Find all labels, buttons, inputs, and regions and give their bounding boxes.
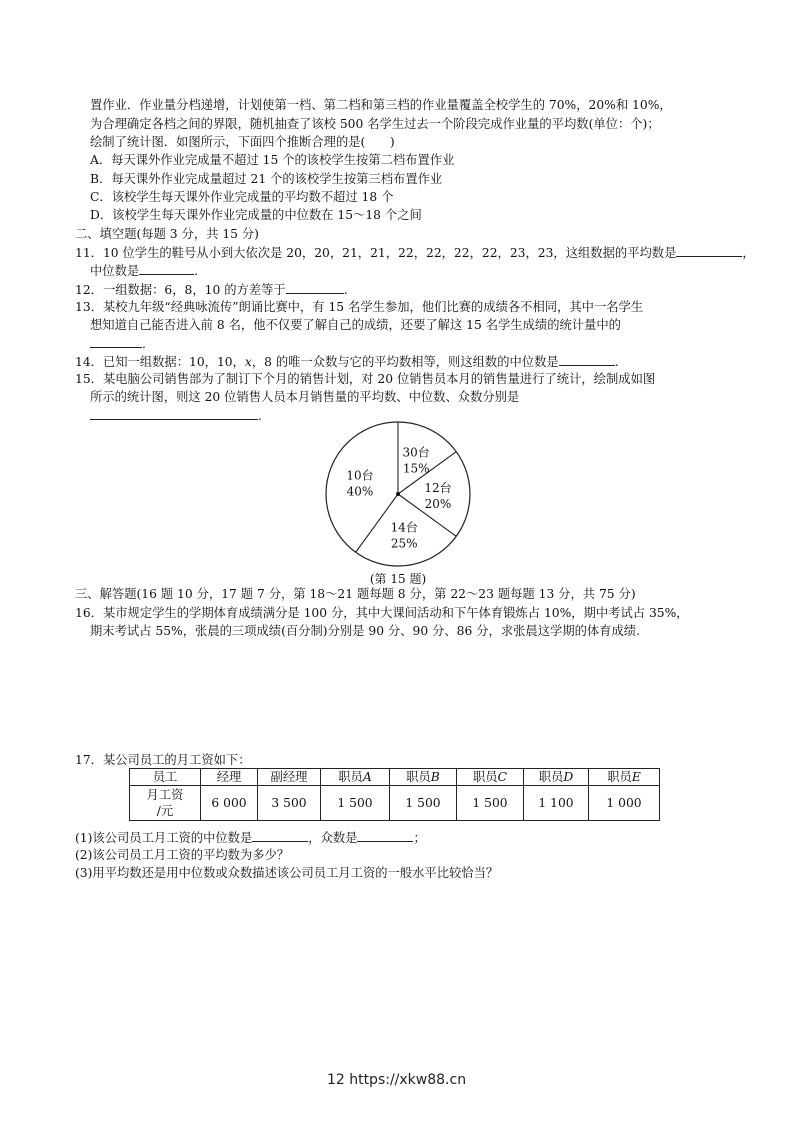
q13-line-3 — [90, 335, 146, 352]
q12-line — [75, 281, 348, 298]
q14-pre: 14．已知一组数据：10，10， — [75, 355, 245, 369]
table-cell: 职员A — [321, 769, 390, 786]
pie-slice-percent: 20% — [424, 497, 452, 511]
q11-text: 11．10 位学生的鞋号从小到大依次是 20，20，21，21，22，22，22，22，23，23，这组数据的平均数是 — [75, 246, 677, 260]
pie-slice-percent: 15% — [402, 461, 430, 476]
table-header-employee: 员工 — [130, 769, 201, 786]
table-cell: 职员B — [390, 769, 457, 786]
q17-sub-2: (2)该公司员工月工资的平均数为多少？ — [75, 848, 290, 862]
pie-center-dot — [396, 492, 400, 496]
table-cell: 1 100 — [524, 786, 589, 821]
q17-intro: 17．某公司员工的月工资如下： — [75, 753, 251, 767]
table-row — [130, 769, 660, 786]
q14-post: ，8 的唯一众数与它的平均数相等，则这组数的中位数是 — [251, 355, 559, 369]
table-cell: 职员D — [524, 769, 589, 786]
salary-table — [129, 768, 660, 821]
table-cell: 职员E — [589, 769, 660, 786]
pie-slice-percent: 40% — [346, 484, 374, 499]
q11-line-1 — [75, 244, 755, 261]
q17-sub-3: (3)用平均数还是用中位数或众数描述该公司员工月工资的一般水平比较恰当？ — [75, 866, 499, 880]
q11-mean-blank[interactable] — [676, 244, 742, 257]
table-cell: 经理 — [201, 769, 258, 786]
q10-option-a: A．每天课外作业完成量不超过 15 个的该校学生按第二档布置作业 — [90, 153, 455, 167]
q15-blank[interactable] — [90, 407, 258, 420]
table-cell: 1 500 — [457, 786, 524, 821]
q11-line-2 — [90, 262, 198, 279]
table-cell: 1 500 — [321, 786, 390, 821]
q10-option-b: B．每天课外作业完成量超过 21 个的该校学生按第三档布置作业 — [90, 172, 443, 186]
q11-text-2: 中位数是 — [90, 264, 140, 278]
q15-line-2: 所示的统计图，则这 20 位销售人员本月销售量的平均数、中位数、众数分别是 — [90, 390, 520, 404]
q17-median-blank[interactable] — [252, 829, 308, 842]
q11-end: . — [194, 264, 199, 278]
q17-sub1-text-2: ，众数是 — [308, 831, 358, 845]
q12-end: . — [343, 283, 348, 297]
q12-blank[interactable] — [286, 281, 344, 294]
q14-blank[interactable] — [559, 353, 615, 366]
table-cell: 副经理 — [258, 769, 321, 786]
q10-line-3: 绘制了统计图．如图所示，下面四个推断合理的是( ) — [90, 135, 395, 149]
q11-median-blank[interactable] — [139, 262, 194, 275]
q12-text: 12．一组数据：6，8，10 的方差等于 — [75, 283, 286, 297]
pie-caption: (第 15 题) — [369, 572, 427, 586]
q10-option-c: C．该校学生每天课外作业完成量的平均数不超过 18 个 — [90, 190, 394, 204]
q17-sub1-text: (1)该公司员工月工资的中位数是 — [75, 831, 253, 845]
section-fill-in-heading: 二、填空题(每题 3 分，共 15 分) — [75, 227, 259, 241]
q13-blank[interactable] — [90, 335, 142, 348]
section-answer-heading: 三、解答题(16 题 10 分，17 题 7 分，第 18～21 题每题 8 分，第 22～23 题每题 13 分，共 75 分) — [75, 587, 636, 601]
q17-sub1-end: ； — [413, 831, 426, 845]
pie-slice-label: 30台 — [402, 445, 430, 460]
table-cell: 1 000 — [589, 786, 660, 821]
page-footer: 12 https://xkw88.cn — [326, 1072, 467, 1088]
pie-slice-label: 12台 — [424, 481, 452, 495]
q14-line — [75, 353, 619, 370]
table-header-salary: 月工资 /元 — [130, 786, 201, 821]
pie-slice-label: 14台 — [390, 520, 418, 535]
q10-line-1: 置作业．作业量分档递增，计划使第一档、第二档和第三档的作业量覆盖全校学生的 70%，20%和 10%， — [90, 98, 672, 112]
table-row — [130, 786, 660, 821]
q15-line-1: 15．某电脑公司销售部为了制订下个月的销售计划，对 20 位销售员本月的销售量进行了统计，绘制成如图 — [75, 372, 656, 386]
q16-line-1: 16．某市规定学生的学期体育成绩满分是 100 分，其中大课间活动和下午体育锻炼占 10%，期中考试占 35%， — [75, 606, 689, 620]
table-cell: 3 500 — [258, 786, 321, 821]
q14-end: . — [614, 355, 619, 369]
q14-variable: x — [244, 355, 252, 369]
q15-pie-chart — [318, 420, 478, 590]
q13-end: . — [142, 337, 146, 351]
table-cell: 职员C — [457, 769, 524, 786]
q10-option-d: D．该校学生每天课外作业完成量的中位数在 15～18 个之间 — [90, 208, 422, 222]
pie-chart-svg — [318, 420, 478, 590]
q17-mode-blank[interactable] — [357, 829, 413, 842]
q15-end: . — [258, 409, 262, 423]
q17-sub-1 — [75, 829, 426, 846]
pie-slice-label: 10台 — [346, 468, 374, 483]
table-cell: 6 000 — [201, 786, 258, 821]
q10-line-2: 为合理确定各档之间的界限，随机抽查了该校 500 名学生过去一个阶段完成作业量的平均数(单位：个)； — [90, 117, 660, 131]
table-cell: 1 500 — [390, 786, 457, 821]
q11-punct: ， — [742, 246, 755, 260]
pie-slice-percent: 25% — [390, 536, 418, 551]
q13-line-2: 想知道自己能否进入前 8 名，他不仅要了解自己的成绩，还要了解这 15 名学生成绩的统计量中的 — [90, 318, 621, 332]
q16-line-2: 期末考试占 55%，张晨的三项成绩(百分制)分别是 90 分、90 分、86 分，求张晨这学期的体育成绩. — [90, 624, 641, 638]
q13-line-1: 13．某校九年级“经典咏流传”朗诵比赛中，有 15 名学生参加，他们比赛的成绩各不相同，其中一名学生 — [75, 300, 644, 314]
q15-line-3 — [90, 407, 262, 424]
